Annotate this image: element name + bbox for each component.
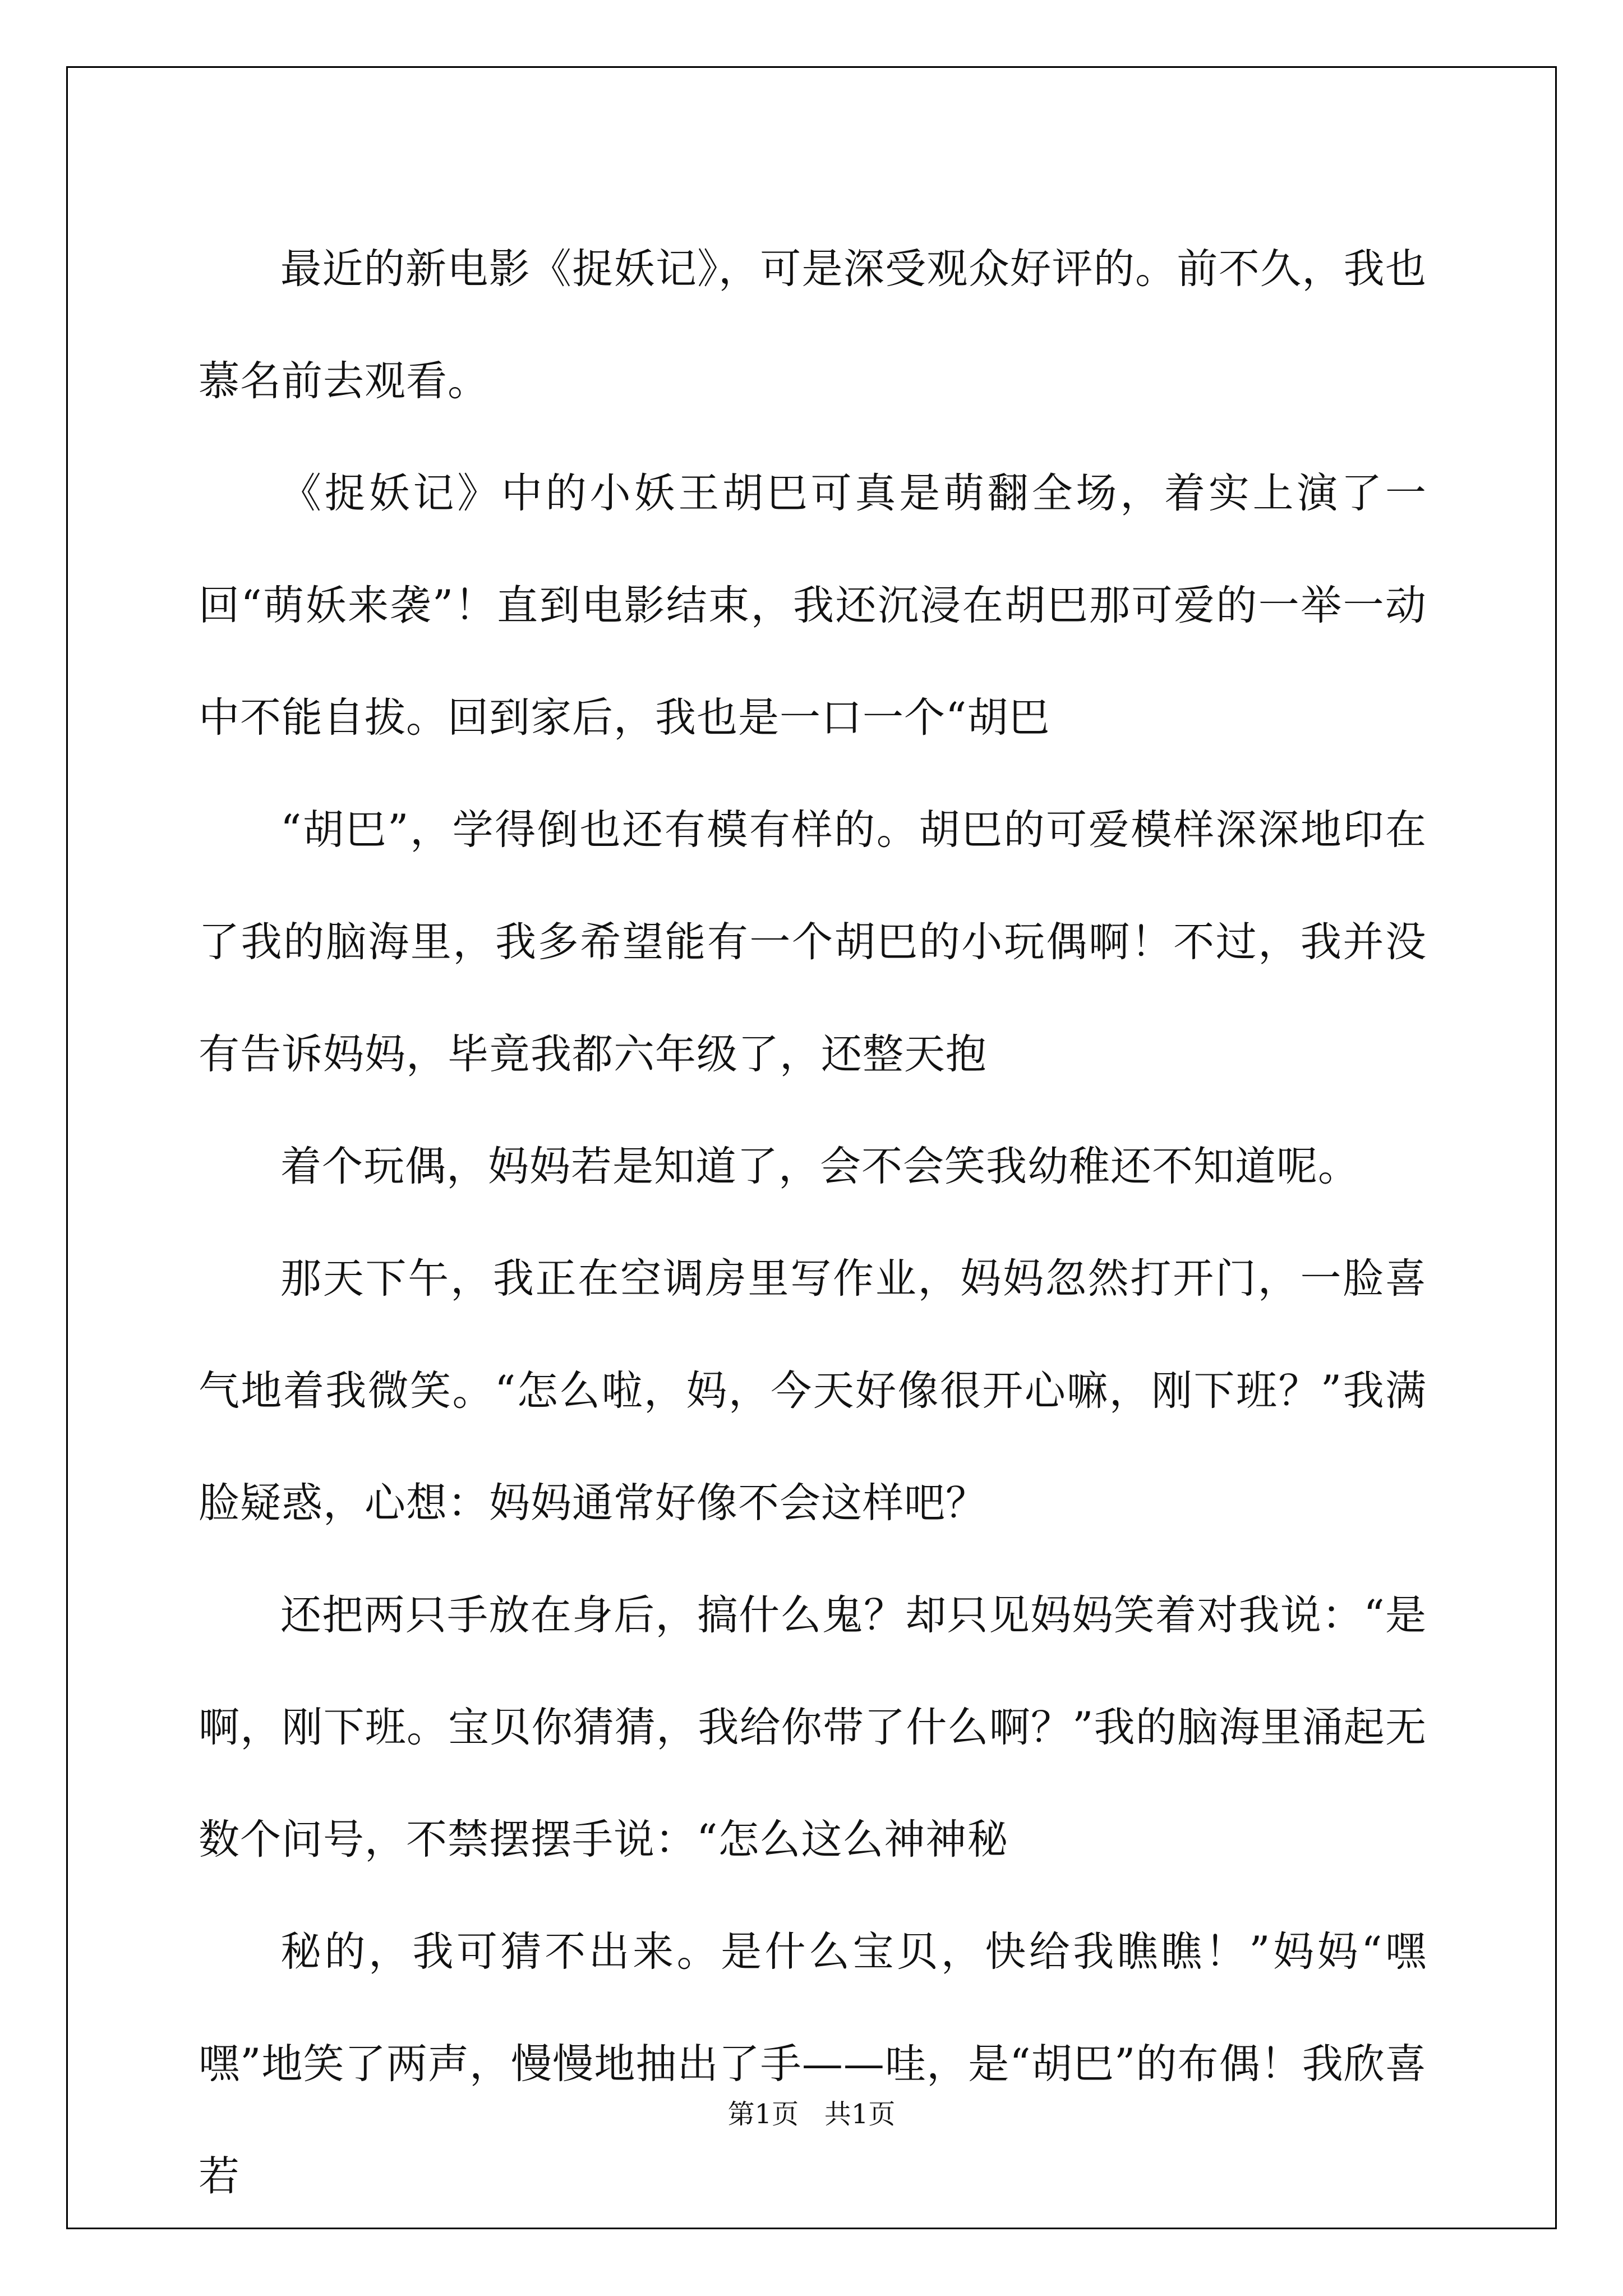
paragraph-1: 最近的新电影《捉妖记》，可是深受观众好评的。前不久，我也慕名前去观看。 <box>199 245 1427 405</box>
paragraph-3: “胡巴”，学得倒也还有模有样的。胡巴的可爱模样深深地印在了我的脑海里，我多希望能有一个胡巴的小玩偶啊！不过，我并没有告诉妈妈，毕竟我都六年级了，还整天抱 <box>199 806 1427 1078</box>
paragraph-2: 《捉妖记》中的小妖王胡巴可真是萌翻全场，着实上演了一回“萌妖来袭”！直到电影结束，我还沉浸在胡巴那可爱的一举一动中不能自拔。回到家后，我也是一口一个“胡巴 <box>199 470 1427 742</box>
page-footer: 第1页 共1页 <box>727 2099 896 2130</box>
paragraph-5: 那天下午，我正在空调房里写作业，妈妈忽然打开门，一脸喜气地着我微笑。“怎么啦，妈，今天好像很开心嘛，刚下班？”我满脸疑惑，心想：妈妈通常好像不会这样吧？ <box>199 1255 1427 1527</box>
document-body <box>199 213 1427 2233</box>
paragraph-4: 着个玩偶，妈妈若是知道了，会不会笑我幼稚还不知道呢。 <box>280 1143 1359 1190</box>
paragraph-6: 还把两只手放在身后，搞什么鬼？却只见妈妈笑着对我说：“是啊，刚下班。宝贝你猜猜，我给你带了什么啊？”我的脑海里涌起无数个问号，不禁摆摆手说：“怎么这么神神秘 <box>199 1591 1427 1864</box>
paragraph-7: 秘的，我可猜不出来。是什么宝贝，快给我瞧瞧！”妈妈“嘿嘿”地笑了两声，慢慢地抽出了手——哇，是“胡巴”的布偶！我欣喜若 <box>199 1928 1427 2200</box>
